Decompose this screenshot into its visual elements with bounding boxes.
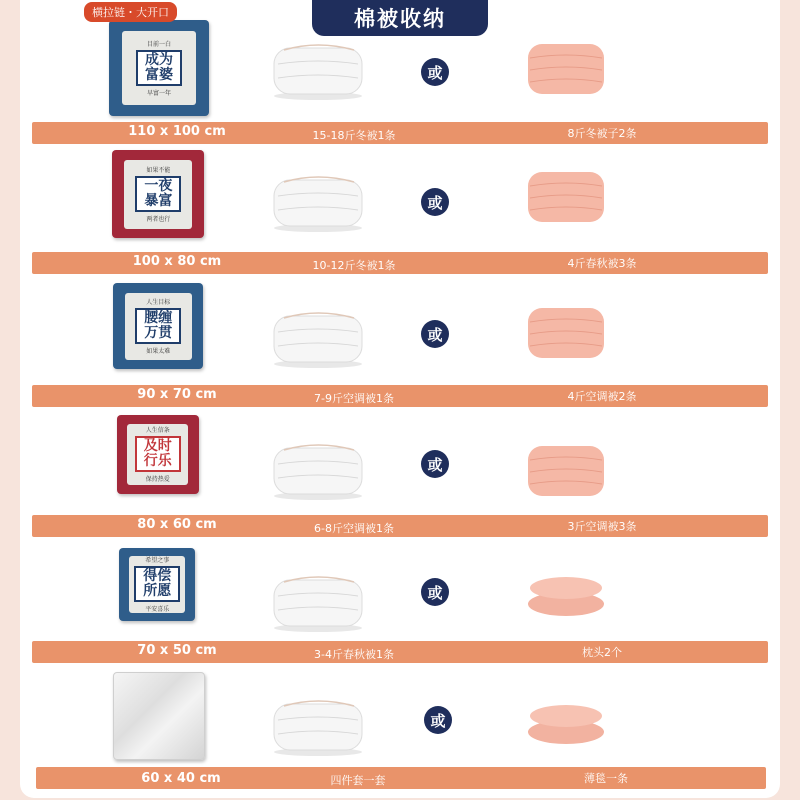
vacuum-bag-icon [119, 548, 195, 621]
bag-title-text: 得偿所愿 [134, 566, 180, 602]
bag-label-panel [127, 424, 188, 485]
bag-label-panel [129, 556, 185, 613]
pink-quilt-icon [524, 40, 608, 98]
right-capacity-caption: 薄毯一条 [584, 772, 628, 785]
bag-title-text: 及时行乐 [135, 436, 181, 472]
size-bar [32, 252, 768, 274]
bag-size-label: 90 x 70 cm [137, 387, 217, 402]
right-capacity-caption: 3斤空调被3条 [567, 520, 637, 533]
bag-top-text: 目前一白 [146, 41, 171, 48]
left-capacity-caption: 6-8斤空调被1条 [314, 522, 394, 535]
bag-label-panel [122, 31, 196, 106]
white-quilt-icon [270, 568, 366, 634]
bag-top-text: 如果不能 [146, 167, 171, 175]
bag-bottom-text: 保持热爱 [145, 476, 170, 484]
or-badge: 或 [421, 320, 449, 348]
or-badge: 或 [421, 188, 449, 216]
or-badge: 或 [421, 58, 449, 86]
bag-size-label: 100 x 80 cm [132, 254, 222, 269]
or-badge: 或 [421, 578, 449, 606]
white-quilt-icon [270, 692, 366, 758]
pink-pillow-icon [524, 566, 608, 624]
bag-title-text: 成为富婆 [136, 50, 182, 86]
or-badge: 或 [421, 450, 449, 478]
size-bar [32, 122, 768, 144]
vacuum-bag-icon [113, 283, 203, 369]
bag-top-text: 人生信条 [145, 427, 170, 435]
bag-size-label: 80 x 60 cm [137, 517, 217, 532]
bag-size-label: 70 x 50 cm [137, 643, 217, 658]
size-bar [32, 385, 768, 407]
bag-top-text: 希望之事 [145, 557, 170, 565]
bag-label-panel [124, 160, 192, 229]
vacuum-bag-icon [112, 150, 204, 238]
page-title: 棉被收纳 [312, 0, 488, 36]
zipper-badge: 横拉链・大开口 [84, 2, 177, 22]
left-capacity-caption: 3-4斤春秋被1条 [314, 648, 394, 661]
bag-title-text: 一夜暴富 [135, 176, 181, 212]
pink-pillow-icon [524, 694, 608, 752]
clear-bag-icon [113, 672, 205, 760]
pink-quilt-icon [524, 304, 608, 362]
size-bar [36, 767, 766, 789]
pink-quilt-icon [524, 168, 608, 226]
vacuum-bag-icon [117, 415, 199, 494]
size-bar [32, 641, 768, 663]
bag-top-text: 人生目标 [146, 299, 171, 307]
right-capacity-caption: 4斤空调被2条 [567, 390, 637, 403]
white-quilt-icon [270, 436, 366, 502]
left-capacity-caption: 7-9斤空调被1条 [314, 392, 394, 405]
bag-size-label: 110 x 100 cm [128, 124, 226, 139]
bag-size-label: 60 x 40 cm [141, 771, 221, 786]
white-quilt-icon [270, 36, 366, 102]
bag-bottom-text: 如果太难 [146, 348, 171, 356]
right-capacity-caption: 枕头2个 [582, 646, 622, 659]
bag-bottom-text: 两者也行 [146, 216, 171, 224]
pink-quilt-icon [524, 442, 608, 500]
bag-bottom-text: 平安喜乐 [145, 606, 170, 614]
or-badge: 或 [424, 706, 452, 734]
right-capacity-caption: 4斤春秋被3条 [567, 257, 637, 270]
size-bar [32, 515, 768, 537]
bag-bottom-text: 早富一年 [146, 90, 171, 97]
left-capacity-caption: 四件套一套 [330, 774, 386, 787]
left-capacity-caption: 15-18斤冬被1条 [312, 129, 396, 142]
bag-title-text: 腰缠万贯 [135, 308, 181, 344]
white-quilt-icon [270, 304, 366, 370]
right-capacity-caption: 8斤冬被子2条 [567, 127, 637, 140]
white-quilt-icon [270, 168, 366, 234]
bag-label-panel [125, 293, 192, 360]
left-capacity-caption: 10-12斤冬被1条 [312, 259, 396, 272]
vacuum-bag-icon [109, 20, 209, 116]
